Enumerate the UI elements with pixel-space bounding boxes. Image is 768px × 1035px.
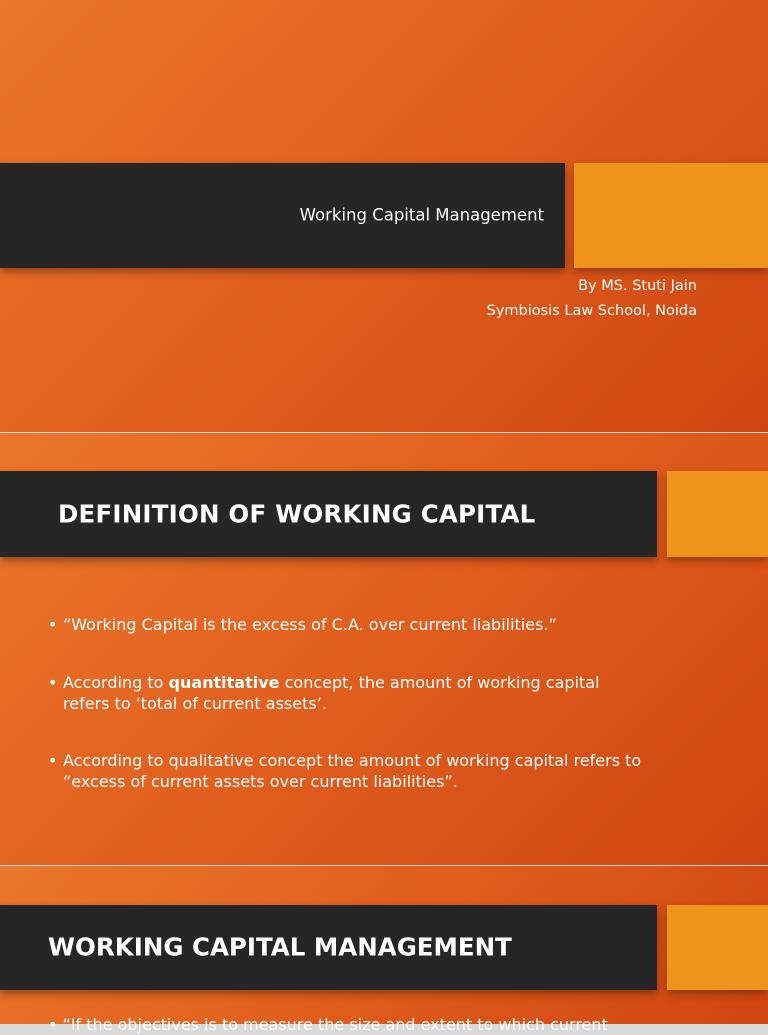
bullet-icon: • bbox=[48, 615, 58, 634]
accent-box bbox=[667, 905, 768, 990]
slide-working-capital-management bbox=[0, 866, 768, 1034]
slide-heading: WORKING CAPITAL MANAGEMENT bbox=[48, 932, 512, 962]
bullet-text: “Working Capital is the excess of C.A. over current liabilities.” bbox=[63, 615, 557, 634]
bullet-icon: • bbox=[48, 751, 58, 770]
heading-bar bbox=[0, 905, 657, 990]
bullet-text bbox=[48, 672, 648, 714]
slide-heading: DEFINITION OF WORKING CAPITAL bbox=[58, 499, 536, 529]
presentation-title: Working Capital Management bbox=[299, 205, 544, 225]
bullet-icon: • bbox=[48, 1015, 58, 1034]
bullet-icon: • bbox=[48, 673, 58, 692]
bullet-text: “If the objectives is to measure the size and extent to which current bbox=[62, 1015, 608, 1034]
bullet-item bbox=[48, 672, 648, 714]
heading-bar bbox=[0, 471, 657, 557]
bullet-text-bold: quantitative bbox=[168, 673, 280, 692]
bullet-text-start: According to bbox=[63, 673, 169, 692]
institution-name: Symbiosis Law School, Noida bbox=[486, 303, 697, 319]
bullet-item bbox=[48, 614, 648, 635]
accent-box bbox=[574, 163, 768, 268]
title-bar bbox=[0, 163, 565, 268]
slide-definition bbox=[0, 433, 768, 865]
bullet-item bbox=[48, 750, 648, 792]
accent-box bbox=[667, 471, 768, 557]
bullet-text: According to qualitative concept the amount of working capital refers to “excess of current assets over current liabilities”. bbox=[63, 751, 642, 791]
author-name: By MS. Stuti Jain bbox=[578, 278, 697, 294]
bullet-text-end: concept, the amount of working capital refers to ‘total of current assets’. bbox=[63, 673, 600, 713]
slide-title bbox=[0, 0, 768, 432]
bullet-item bbox=[48, 1014, 668, 1035]
